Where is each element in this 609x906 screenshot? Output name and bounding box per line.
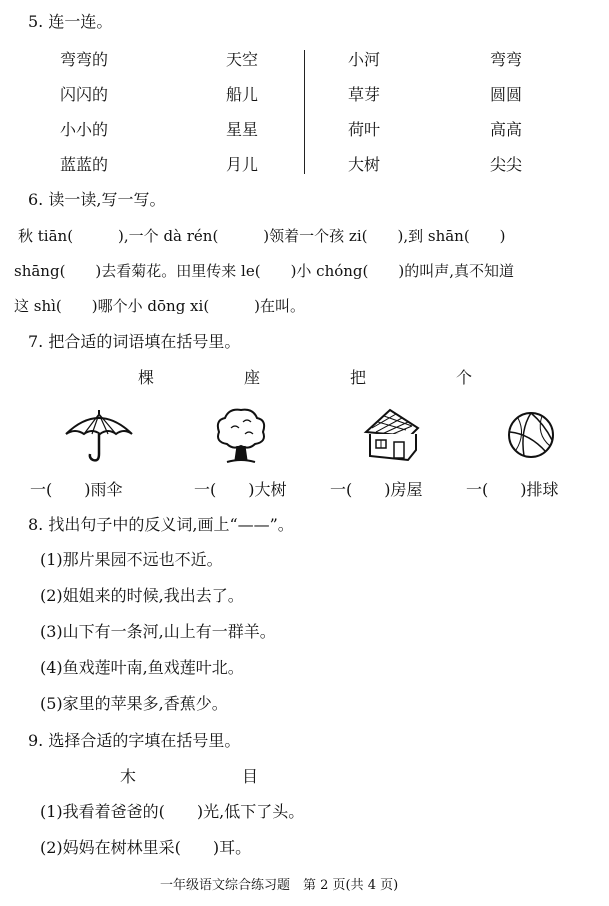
house-icon	[360, 406, 424, 466]
q8-title: 8. 找出句子中的反义词,画上“——”。	[28, 515, 294, 534]
q5-right-noun-4: 大树	[348, 155, 381, 174]
q5-right-noun-3: 荷叶	[348, 120, 381, 139]
q8-item-5: (5)家里的苹果多,香蕉少。	[40, 694, 228, 713]
q6-line-3: 这 shì( )哪个小 dōng xi( )在叫。	[14, 297, 306, 315]
q7-blank-house[interactable]: 一( )房屋	[330, 480, 423, 499]
q8-item-2: (2)姐姐来的时候,我出去了。	[40, 586, 244, 605]
q5-right-adj-1: 弯弯	[490, 50, 523, 69]
volleyball-icon	[506, 410, 556, 460]
q5-right-noun-2: 草芽	[348, 85, 381, 104]
page-footer: 一年级语文综合练习题 第 2 页(共 4 页)	[160, 878, 399, 893]
q7-choice-1: 棵	[138, 368, 155, 387]
q9-choice-1: 木	[120, 767, 137, 786]
q8-item-3: (3)山下有一条河,山上有一群羊。	[40, 622, 276, 641]
q9-choice-2: 目	[242, 767, 259, 786]
q5-right-adj-4: 尖尖	[490, 155, 523, 174]
q5-left-noun-2: 船儿	[226, 85, 259, 104]
q6-title: 6. 读一读,写一写。	[28, 190, 166, 209]
q7-choice-3: 把	[350, 368, 367, 387]
q5-right-adj-3: 高高	[490, 120, 523, 139]
q5-left-noun-4: 月儿	[226, 155, 259, 174]
q7-title: 7. 把合适的词语填在括号里。	[28, 332, 241, 351]
q6-line-2: shāng( )去看菊花。田里传来 le( )小 chóng( )的叫声,真不知道	[14, 262, 515, 280]
q7-choice-4: 个	[456, 368, 473, 387]
q7-choice-2: 座	[244, 368, 261, 387]
q6-line-1: 秋 tiān( ),一个 dà rén( )领着一个孩 zi( ),到 shān( )	[18, 227, 506, 245]
q5-right-adj-2: 圆圆	[490, 85, 523, 104]
q7-blank-volleyball[interactable]: 一( )排球	[466, 480, 559, 499]
q5-left-word-4: 蓝蓝的	[60, 155, 109, 174]
q5-left-noun-3: 星星	[226, 120, 259, 139]
q5-left-noun-1: 天空	[226, 50, 259, 69]
q5-left-word-2: 闪闪的	[60, 85, 109, 104]
q7-blank-umbrella[interactable]: 一( )雨伞	[30, 480, 123, 499]
q5-title: 5. 连一连。	[28, 12, 113, 31]
tree-icon	[213, 406, 269, 466]
q5-divider	[304, 50, 305, 174]
q9-item-2[interactable]: (2)妈妈在树林里采( )耳。	[40, 838, 252, 857]
q5-left-word-3: 小小的	[60, 120, 109, 139]
q9-item-1[interactable]: (1)我看着爸爸的( )光,低下了头。	[40, 802, 305, 821]
q9-title: 9. 选择合适的字填在括号里。	[28, 731, 241, 750]
q5-right-noun-1: 小河	[348, 50, 381, 69]
umbrella-icon	[62, 408, 136, 466]
q7-blank-tree[interactable]: 一( )大树	[194, 480, 287, 499]
q8-item-1: (1)那片果园不远也不近。	[40, 550, 223, 569]
q5-left-word-1: 弯弯的	[60, 50, 109, 69]
q8-item-4: (4)鱼戏莲叶南,鱼戏莲叶北。	[40, 658, 244, 677]
